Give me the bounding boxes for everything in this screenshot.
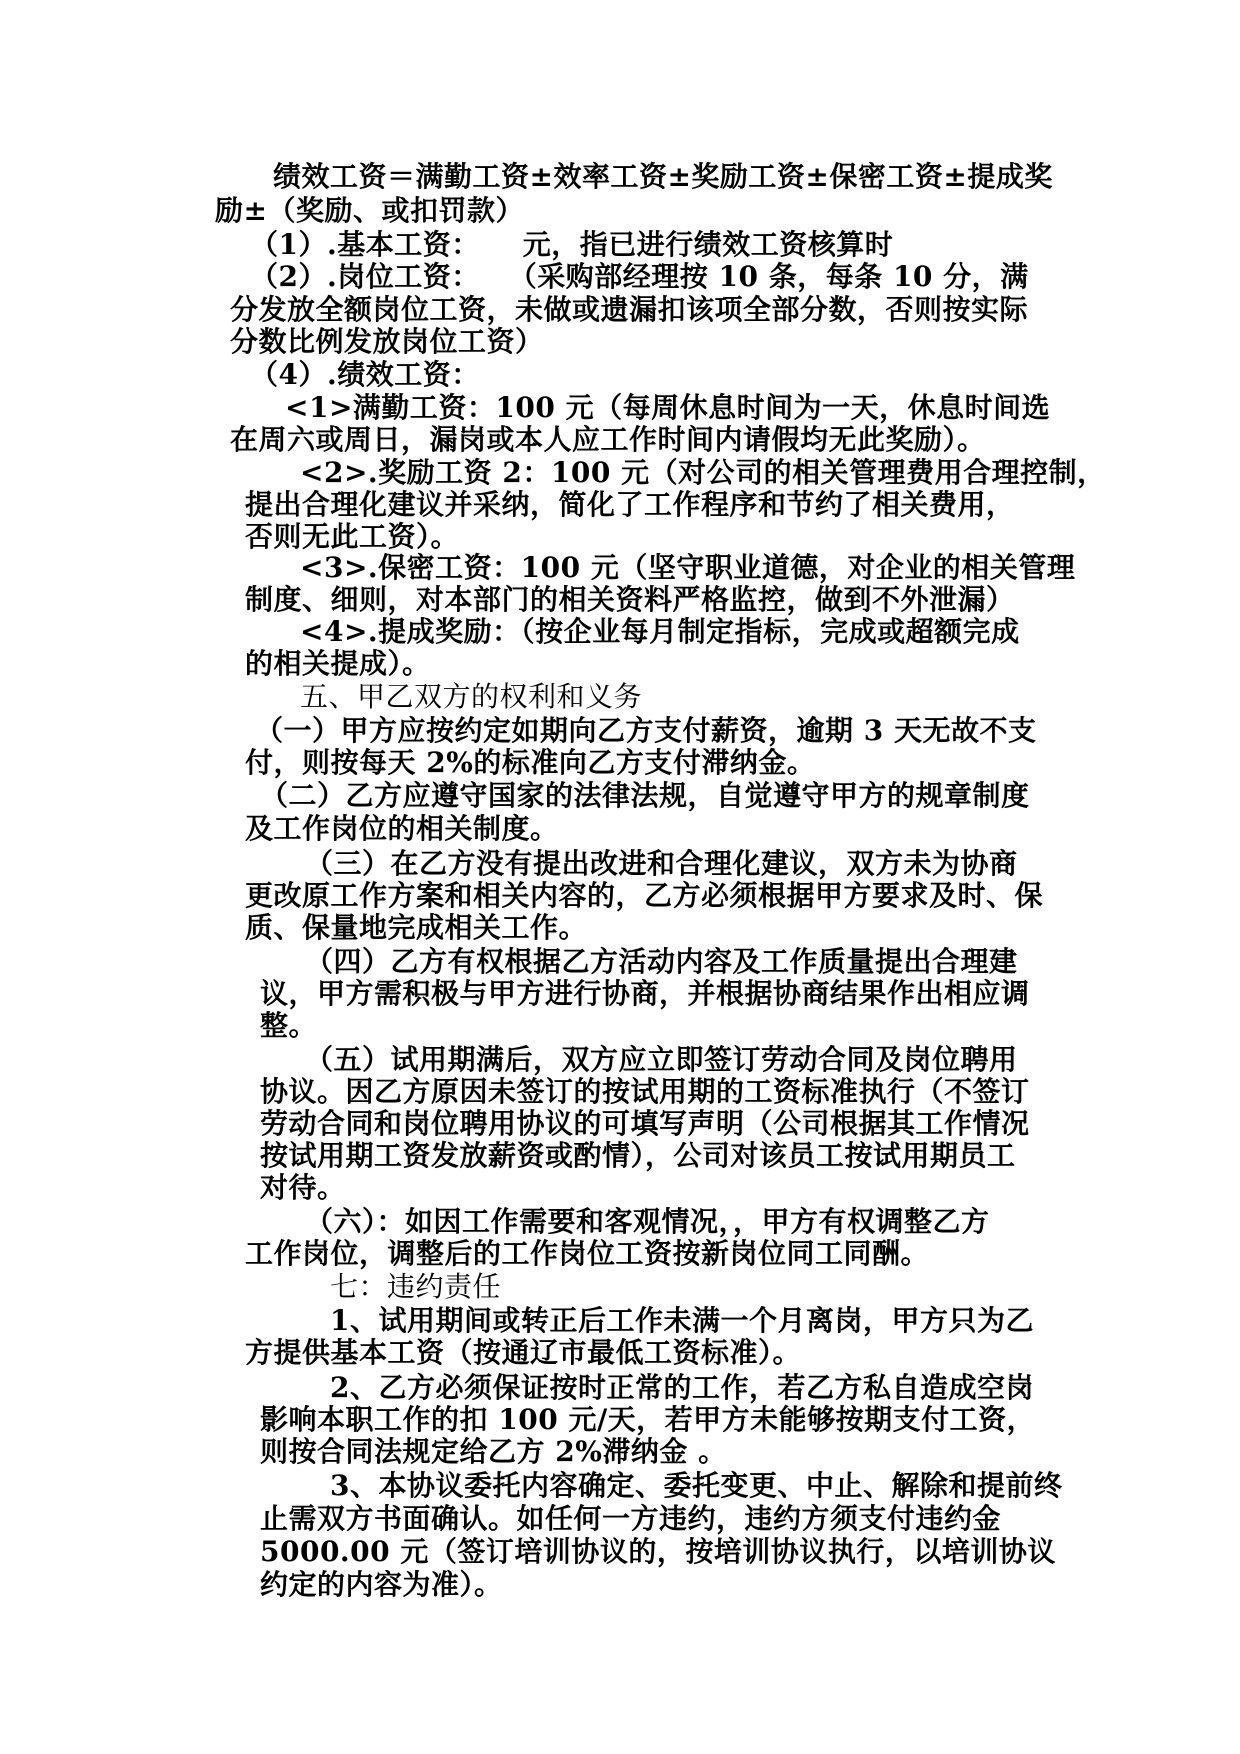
text-line: 分数比例发放岗位工资） <box>230 325 544 358</box>
text-line: 分发放全额岗位工资，未做或遗漏扣该项全部分数，否则按实际 <box>230 293 1029 326</box>
text-line: 5000.00 元（签订培训协议的，按培训协议执行，以培训协议 <box>260 1535 1056 1568</box>
text-line: 约定的内容为准）。 <box>260 1568 503 1601</box>
text-line: 止需双方书面确认。如任何一方违约，违约方须支付违约金 <box>260 1502 1002 1535</box>
section-heading: 七：违约责任 <box>330 1270 502 1303</box>
text-line: 2、乙方必须保证按时正常的工作，若乙方私自造成空岗 <box>330 1371 1034 1404</box>
text-line: <4>.提成奖励：（按企业每月制定指标，完成或超额完成 <box>300 615 1020 648</box>
text-line: <3>.保密工资：100 元（坚守职业道德，对企业的相关管理 <box>300 551 1076 584</box>
text-line: 整。 <box>260 1009 318 1042</box>
text-line: 否则无此工资）。 <box>245 520 460 553</box>
text-line: （1）.基本工资： 元，指已进行绩效工资核算时 <box>250 228 894 261</box>
text-line: 制度、细则，对本部门的相关资料严格监控，做到不外泄漏） <box>245 583 1015 616</box>
text-line: 劳动合同和岗位聘用协议的可填写声明（公司根据其工作情况 <box>260 1107 1030 1140</box>
text-line: （三）在乙方没有提出改进和合理化建议，双方未为协商 <box>305 847 1018 880</box>
text-line: （2）.岗位工资： （采购部经理按 10 条，每条 10 分，满 <box>250 260 1029 293</box>
text-line: （六）：如因工作需要和客观情况，，甲方有权调整乙方 <box>305 1205 990 1238</box>
text-line: <1>满勤工资：100 元（每周休息时间为一天，休息时间选 <box>285 391 1051 424</box>
text-line: 1、试用期间或转正后工作未满一个月离岗，甲方只为乙 <box>330 1304 1034 1337</box>
text-line: 按试用期工资发放薪资或酌情），公司对该员工按试用期员工 <box>260 1139 1016 1172</box>
text-line: 提出合理化建议并采纳，简化了工作程序和节约了相关费用， <box>245 488 1015 521</box>
text-line: 对待。 <box>260 1171 346 1204</box>
text-line: 励±（奖励、或扣罚款） <box>215 194 524 227</box>
text-line: 方提供基本工资（按通辽市最低工资标准）。 <box>245 1336 802 1369</box>
text-line: 在周六或周日，漏岗或本人应工作时间内请假均无此奖励）。 <box>230 423 986 456</box>
text-line: 绩效工资＝满勤工资±效率工资±奖励工资±保密工资±提成奖 <box>273 160 1053 193</box>
text-line: 付，则按每天 2%的标准向乙方支付滞纳金。 <box>245 746 816 779</box>
text-line: 协议。因乙方原因未签订的按试用期的工资标准执行（不签订 <box>260 1075 1030 1108</box>
text-line: 影响本职工作的扣 100 元/天，若甲方未能够按期支付工资， <box>260 1403 1036 1436</box>
text-line: 质、保量地完成相关工作。 <box>245 911 588 944</box>
text-line: 更改原工作方案和相关内容的，乙方必须根据甲方要求及时、保 <box>245 879 1044 912</box>
text-line: 则按合同法规定给乙方 2%滞纳金 。 <box>260 1435 727 1468</box>
text-line: （二）乙方应遵守国家的法律法规，自觉遵守甲方的规章制度 <box>260 779 1030 812</box>
text-line: 3、本协议委托内容确定、委托变更、中止、解除和提前终 <box>330 1469 1063 1502</box>
text-line: <2>.奖励工资 2：100 元（对公司的相关管理费用合理控制， <box>300 456 1106 489</box>
text-line: 及工作岗位的相关制度。 <box>245 812 559 845</box>
text-line: （4）.绩效工资： <box>250 358 480 391</box>
text-line: 工作岗位，调整后的工作岗位工资按新岗位同工同酬。 <box>245 1237 930 1270</box>
section-heading: 五、甲乙双方的权利和义务 <box>300 680 643 713</box>
text-line: 的相关提成）。 <box>245 647 431 680</box>
text-line: （五）试用期满后，双方应立即签订劳动合同及岗位聘用 <box>305 1043 1018 1076</box>
text-line: （四）乙方有权根据乙方活动内容及工作质量提出合理建 <box>305 945 1018 978</box>
text-line: （一）甲方应按约定如期向乙方支付薪资，逾期 3 天无故不支 <box>255 714 1037 747</box>
text-line: 议，甲方需积极与甲方进行协商，并根据协商结果作出相应调 <box>260 977 1030 1010</box>
